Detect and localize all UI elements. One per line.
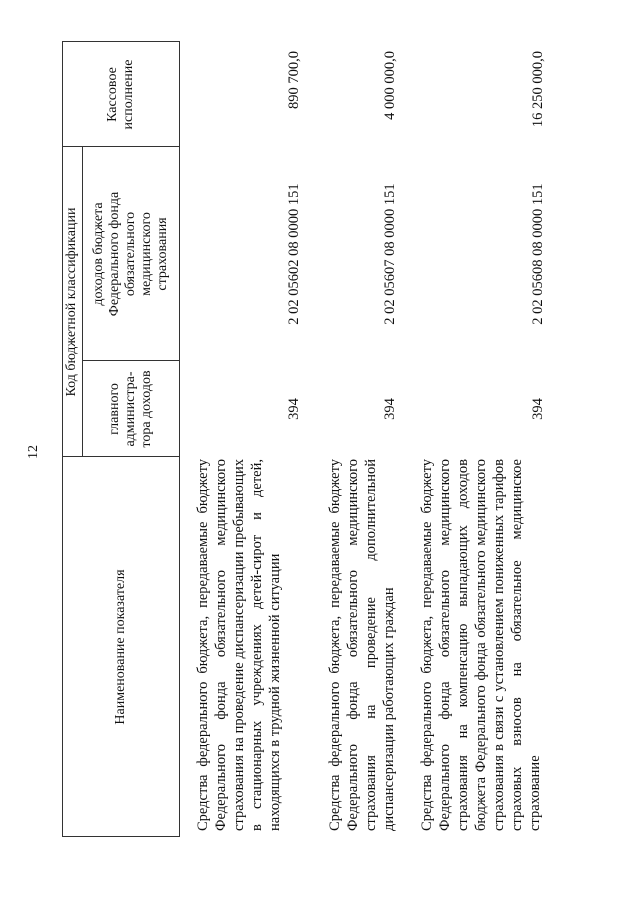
row-2-amount: 4 000 000,0 [382,51,398,120]
row-2-name: Средства федерального бюджета, передаваемые бюджету Федерального фонда обязательного медицинского страхования на проведение дополнительной диспансеризации работающих граждан [327,459,397,831]
header-name: Наименование показателя [112,569,128,725]
row-1-amount: 890 700,0 [286,51,302,109]
header-admin: главного администра-тора доходов [106,370,154,448]
row-3-admin: 394 [530,398,546,420]
header-divider [179,41,180,837]
row-1-code: 2 02 05602 08 0000 151 [286,183,302,325]
row-1-name: Средства федерального бюджета, передаваемые бюджету Федерального фонда обязательного медицинского страхования на проведение диспансеризации пребывающих в стационарных учреждениях детей-сирот и детей, находящихся в трудной жизненной ситуации [195,459,283,831]
budget-table [62,41,546,837]
row-3-code: 2 02 05608 08 0000 151 [530,183,546,325]
header-cash: Кассовое исполнение [104,59,136,130]
row-2-code: 2 02 05607 08 0000 151 [382,183,398,325]
page-number: 12 [26,445,41,459]
row-2-admin: 394 [382,398,398,420]
col-divider-2 [82,360,179,361]
row-1-admin: 394 [286,398,302,420]
row-3-name: Средства федерального бюджета, передаваемые бюджету Федерального фонда обязательного медицинского страхования на компенсацию выпадающих доходов бюджета Федерального фонда обязательного медицинского страхования в связи с установлением пониженных тарифов страховых взносов на обязательное медицинское страхование [419,459,543,831]
row-3-amount: 16 250 000,0 [530,51,546,128]
header-income-code: доходов бюджета Федерального фонда обязательного медицинского страхования [90,191,170,317]
header-code-group: Код бюджетной классификации [64,207,79,397]
code-group-divider [82,147,83,457]
